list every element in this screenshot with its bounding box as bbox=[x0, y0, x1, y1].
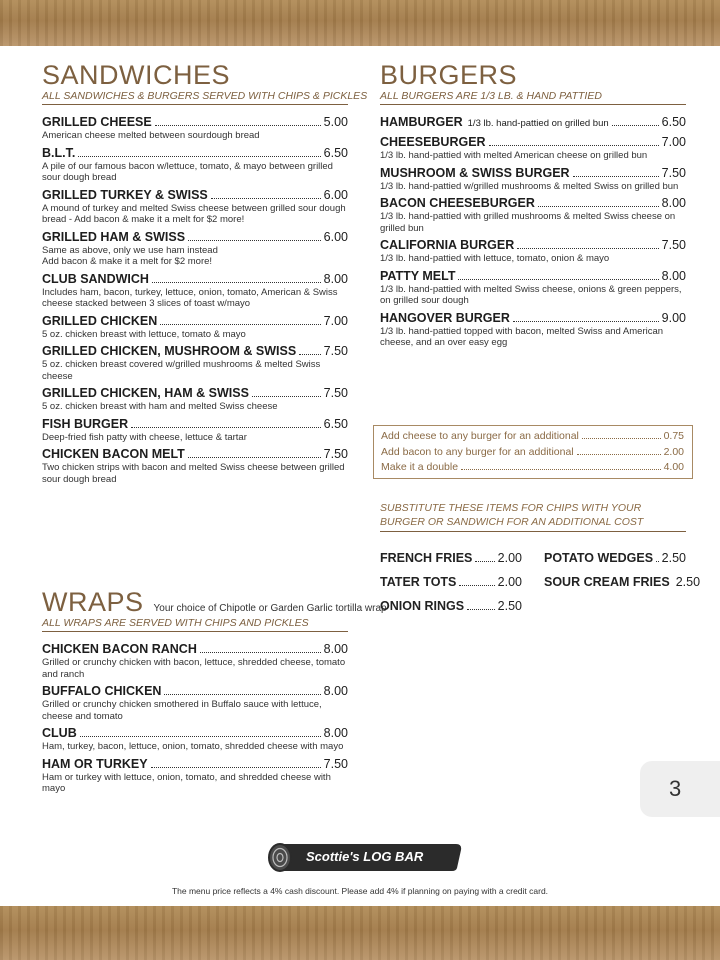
item-name: GRILLED CHICKEN bbox=[42, 313, 158, 328]
page-number: 3 bbox=[669, 776, 682, 801]
dot-leader bbox=[188, 240, 321, 241]
side-item bbox=[380, 599, 522, 613]
item-price: 7.50 bbox=[661, 165, 686, 180]
menu-item bbox=[42, 684, 348, 722]
item-name: B.L.T. bbox=[42, 145, 76, 160]
burgers-section bbox=[380, 62, 686, 353]
dot-leader bbox=[573, 176, 659, 177]
item-description: A mound of turkey and melted Swiss cheese between grilled sour dough bread - Add bacon & make it a melt for $2 more! bbox=[42, 202, 346, 225]
item-price: 5.00 bbox=[323, 115, 348, 129]
side-name: SOUR CREAM FRIES bbox=[544, 575, 670, 589]
menu-item bbox=[42, 642, 348, 680]
menu-item-row bbox=[380, 311, 686, 326]
footer-note: The menu price reflects a 4% cash discount. Please add 4% if planning on paying with a credit card. bbox=[171, 886, 549, 896]
addon-price: 4.00 bbox=[663, 461, 684, 473]
item-name: GRILLED HAM & SWISS bbox=[42, 229, 186, 244]
item-price: 6.50 bbox=[323, 416, 348, 431]
side-price: 2.00 bbox=[497, 575, 522, 589]
side-name: POTATO WEDGES bbox=[544, 551, 654, 565]
wood-banner-top bbox=[0, 0, 720, 46]
dot-leader bbox=[151, 767, 321, 768]
addon-label: Add bacon to any burger for an additional bbox=[381, 445, 574, 458]
dot-leader bbox=[80, 736, 321, 737]
item-price: 8.00 bbox=[323, 684, 348, 698]
menu-item bbox=[42, 726, 348, 753]
menu-item bbox=[380, 311, 686, 349]
side-item bbox=[544, 551, 686, 565]
item-name: CLUB SANDWICH bbox=[42, 271, 149, 286]
side-name: FRENCH FRIES bbox=[380, 551, 473, 565]
menu-item-row bbox=[42, 447, 348, 462]
menu-item bbox=[380, 269, 686, 307]
sandwich-list bbox=[42, 115, 348, 485]
item-name: CHICKEN BACON RANCH bbox=[42, 642, 197, 656]
item-description: 1/3 lb. hand-pattied with grilled mushrooms & melted Swiss cheese on grilled bun bbox=[380, 211, 676, 234]
item-note: 1/3 lb. hand-pattied on grilled bun bbox=[467, 118, 609, 129]
item-description: 5 oz. chicken breast with lettuce, tomato & mayo bbox=[42, 328, 246, 340]
menu-item bbox=[380, 115, 686, 131]
menu-item-row bbox=[42, 726, 348, 741]
item-price: 7.50 bbox=[323, 447, 348, 461]
menu-item bbox=[42, 386, 348, 413]
item-price: 6.50 bbox=[323, 145, 348, 160]
addon-row bbox=[381, 460, 684, 476]
item-description: A pile of our famous bacon w/lettuce, tomato, & mayo between grilled sour dough bread bbox=[42, 160, 333, 183]
menu-item-row bbox=[380, 166, 686, 181]
addon-row bbox=[381, 429, 684, 445]
item-description: 1/3 lb. hand-pattied with melted Swiss cheese, onions & green peppers, on grilled sour dough bbox=[380, 283, 682, 306]
dot-leader bbox=[612, 125, 659, 126]
item-price: 7.50 bbox=[323, 386, 348, 400]
burger-list bbox=[380, 115, 686, 349]
addon-label: Make it a double bbox=[381, 461, 459, 473]
menu-item bbox=[42, 115, 348, 142]
scotties-log-bar-logo bbox=[266, 841, 462, 873]
item-description: Ham or turkey with lettuce, onion, tomato, and shredded cheese with mayo bbox=[42, 771, 331, 794]
dot-leader bbox=[78, 156, 320, 157]
substitutes-section bbox=[380, 501, 701, 613]
wraps-title: WRAPS bbox=[42, 587, 144, 617]
item-description: Deep-fried fish patty with cheese, lettuce & tartar bbox=[42, 431, 247, 443]
wood-banner-bottom bbox=[0, 906, 720, 960]
dot-leader bbox=[538, 206, 659, 207]
item-description: Ham, turkey, bacon, lettuce, onion, tomato, shredded cheese with mayo bbox=[42, 741, 344, 752]
item-name: GRILLED CHEESE bbox=[42, 115, 152, 129]
dot-leader bbox=[656, 561, 659, 562]
item-price: 8.00 bbox=[323, 726, 348, 740]
menu-item-row bbox=[380, 115, 686, 131]
wraps-header bbox=[42, 587, 387, 617]
addon-price: 0.75 bbox=[663, 430, 684, 442]
wraps-section bbox=[42, 587, 387, 799]
item-description: Grilled or crunchy chicken with bacon, lettuce, shredded cheese, tomato and ranch bbox=[42, 657, 346, 680]
dot-leader bbox=[475, 561, 494, 562]
item-name: HAM OR TURKEY bbox=[42, 756, 148, 771]
item-price: 6.00 bbox=[323, 229, 348, 244]
item-price: 8.00 bbox=[661, 268, 686, 283]
menu-item-row bbox=[380, 135, 686, 150]
menu-item bbox=[42, 230, 348, 268]
dot-leader bbox=[160, 324, 320, 325]
menu-item-row bbox=[42, 146, 348, 161]
side-item bbox=[380, 575, 522, 589]
item-price: 8.00 bbox=[323, 271, 348, 286]
dot-leader bbox=[200, 652, 321, 653]
menu-item-row bbox=[42, 642, 348, 657]
menu-item-row bbox=[42, 344, 348, 359]
side-name: ONION RINGS bbox=[380, 599, 465, 613]
item-description: Includes ham, bacon, turkey, lettuce, onion, tomato, American & Swiss cheese stacked between 3 slices of toast w/mayo bbox=[42, 286, 338, 309]
sides-list bbox=[380, 532, 701, 613]
menu-item-row bbox=[42, 757, 348, 772]
item-description: Grilled or crunchy chicken smothered in Buffalo sauce with lettuce, cheese and tomato bbox=[42, 699, 322, 722]
item-name: MUSHROOM & SWISS BURGER bbox=[380, 165, 570, 180]
dot-leader bbox=[582, 438, 661, 439]
item-price: 6.50 bbox=[661, 115, 686, 129]
burgers-subtitle: ALL BURGERS ARE 1/3 LB. & HAND PATTIED bbox=[380, 90, 686, 105]
burger-addons-box bbox=[373, 425, 693, 479]
item-price: 7.50 bbox=[323, 344, 348, 358]
item-description: American cheese melted between sourdough bread bbox=[42, 130, 260, 141]
dot-leader bbox=[517, 248, 658, 249]
page-number-badge bbox=[640, 761, 720, 817]
item-price: 7.50 bbox=[323, 756, 348, 771]
item-name: GRILLED CHICKEN, HAM & SWISS bbox=[42, 386, 249, 400]
dot-leader bbox=[299, 354, 320, 355]
dot-leader bbox=[155, 125, 321, 126]
item-name: BUFFALO CHICKEN bbox=[42, 684, 162, 698]
menu-item bbox=[380, 238, 686, 265]
substitutes-title: SUBSTITUTE THESE ITEMS FOR CHIPS WITH YOUR BURGER OR SANDWICH FOR AN ADDITIONAL COST bbox=[380, 501, 686, 532]
menu-item-row bbox=[380, 238, 686, 253]
side-item bbox=[380, 551, 522, 565]
menu-item bbox=[380, 166, 686, 193]
wrap-list bbox=[42, 642, 348, 795]
item-name: CHEESEBURGER bbox=[380, 135, 486, 149]
item-price: 8.00 bbox=[323, 642, 348, 656]
item-name: GRILLED TURKEY & SWISS bbox=[42, 187, 208, 202]
side-item bbox=[544, 575, 701, 589]
menu-item bbox=[42, 314, 348, 341]
menu-item-row bbox=[42, 417, 348, 432]
side-price: 2.50 bbox=[675, 575, 701, 589]
menu-item bbox=[42, 447, 348, 485]
dot-leader bbox=[152, 282, 321, 283]
dot-leader bbox=[458, 279, 658, 280]
menu-item-row bbox=[42, 115, 348, 130]
item-description: Same as above, only we use ham instead Add bacon & make it a melt for $2 more! bbox=[42, 244, 218, 267]
item-price: 8.00 bbox=[661, 196, 686, 210]
dot-leader bbox=[513, 321, 659, 322]
dot-leader bbox=[211, 198, 321, 199]
item-description: 1/3 lb. hand-pattied w/grilled mushrooms & melted Swiss on grilled bun bbox=[380, 180, 679, 192]
menu-item bbox=[42, 417, 348, 444]
wraps-subtitle: ALL WRAPS ARE SERVED WITH CHIPS AND PICKLES bbox=[42, 617, 348, 632]
item-description: 1/3 lb. hand-pattied topped with bacon, melted Swiss and American cheese, and an over easy egg bbox=[380, 325, 664, 348]
item-name: BACON CHEESEBURGER bbox=[380, 196, 535, 210]
menu-item-row bbox=[42, 386, 348, 401]
menu-item bbox=[42, 272, 348, 310]
item-name: GRILLED CHICKEN, MUSHROOM & SWISS bbox=[42, 344, 297, 358]
side-price: 2.50 bbox=[497, 599, 522, 613]
item-name: FISH BURGER bbox=[42, 416, 129, 431]
item-name: PATTY MELT bbox=[380, 268, 456, 283]
item-name: CLUB bbox=[42, 726, 77, 740]
menu-item bbox=[42, 188, 348, 226]
item-description: 1/3 lb. hand-pattied with lettuce, tomato, onion & mayo bbox=[380, 253, 610, 264]
item-description: 5 oz. chicken breast with ham and melted Swiss cheese bbox=[42, 401, 278, 412]
item-price: 7.00 bbox=[661, 135, 686, 149]
item-price: 6.00 bbox=[323, 187, 348, 202]
item-name: CHICKEN BACON MELT bbox=[42, 447, 185, 461]
menu-item-row bbox=[42, 684, 348, 699]
dot-leader bbox=[489, 145, 659, 146]
menu-item-row bbox=[42, 314, 348, 329]
item-price: 7.00 bbox=[323, 313, 348, 328]
addon-row bbox=[381, 445, 684, 461]
addon-label: Add cheese to any burger for an additional bbox=[381, 430, 579, 442]
dot-leader bbox=[131, 427, 321, 428]
menu-item bbox=[380, 196, 686, 234]
menu-item-row bbox=[42, 272, 348, 287]
wraps-tagline: Your choice of Chipotle or Garden Garlic tortilla wrap bbox=[153, 603, 387, 614]
menu-item bbox=[380, 135, 686, 162]
item-name: HANGOVER BURGER bbox=[380, 310, 510, 325]
sandwiches-subtitle: ALL SANDWICHES & BURGERS SERVED WITH CHIPS & PICKLES bbox=[42, 90, 348, 105]
dot-leader bbox=[252, 396, 321, 397]
side-price: 2.50 bbox=[661, 551, 686, 565]
menu-item-row bbox=[42, 230, 348, 245]
dot-leader bbox=[461, 469, 661, 470]
item-description: 1/3 lb. hand-pattied with melted American cheese on grilled bun bbox=[380, 150, 648, 161]
item-price: 9.00 bbox=[661, 310, 686, 325]
sandwiches-title: SANDWICHES bbox=[42, 60, 231, 90]
side-price: 2.00 bbox=[497, 551, 522, 565]
menu-item bbox=[42, 344, 348, 382]
dot-leader bbox=[188, 457, 321, 458]
item-description: Two chicken strips with bacon and melted Swiss cheese between grilled sour dough bread bbox=[42, 462, 345, 485]
dot-leader bbox=[164, 694, 320, 695]
burgers-title: BURGERS bbox=[380, 60, 518, 90]
menu-item-row bbox=[42, 188, 348, 203]
menu-item-row bbox=[380, 196, 686, 211]
item-name: HAMBURGER bbox=[380, 115, 463, 129]
addon-price: 2.00 bbox=[663, 445, 684, 458]
dot-leader bbox=[577, 454, 661, 455]
menu-item-row bbox=[380, 269, 686, 284]
item-description: 5 oz. chicken breast covered w/grilled mushrooms & melted Swiss cheese bbox=[42, 359, 321, 382]
side-name: TATER TOTS bbox=[380, 575, 457, 589]
logo-text: Scottie's LOG BAR bbox=[306, 849, 424, 864]
menu-item bbox=[42, 146, 348, 184]
dot-leader bbox=[467, 609, 495, 610]
dot-leader bbox=[459, 585, 494, 586]
item-price: 7.50 bbox=[661, 238, 686, 252]
menu-item bbox=[42, 757, 348, 795]
item-name: CALIFORNIA BURGER bbox=[380, 238, 515, 252]
sandwiches-section bbox=[42, 60, 368, 489]
